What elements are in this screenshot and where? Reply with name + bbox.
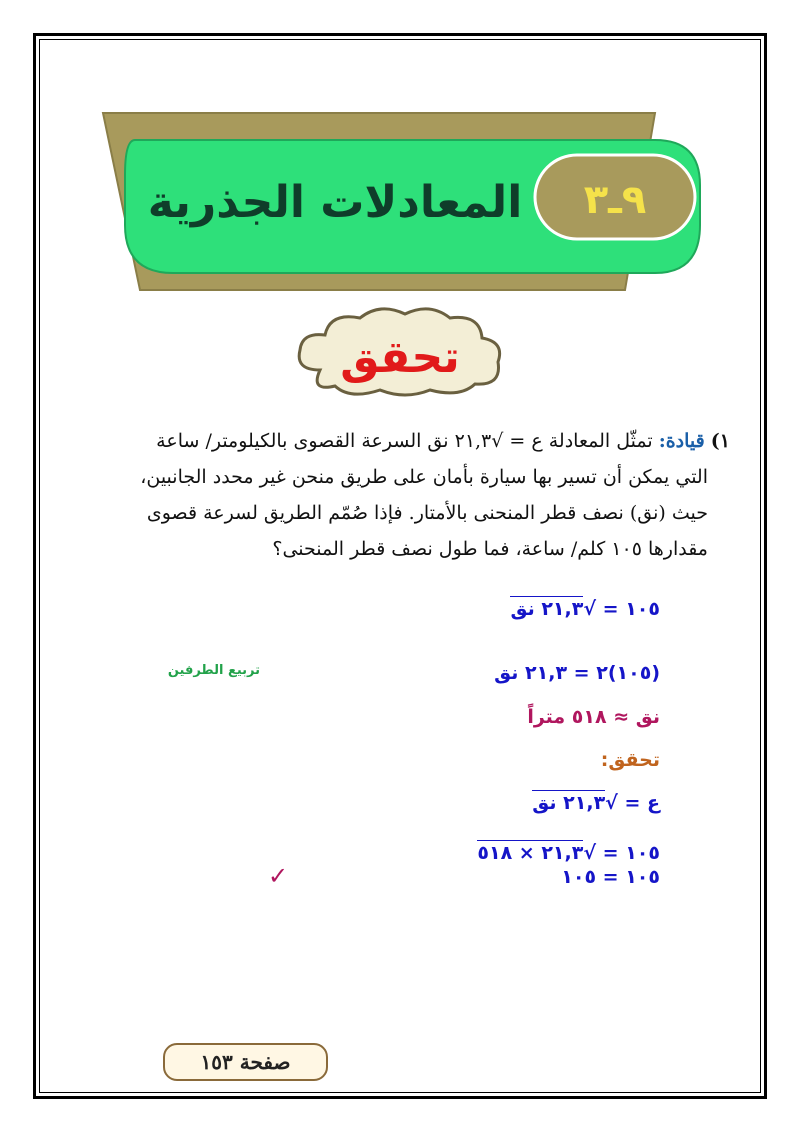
title-banner [95,105,715,305]
lesson-title: المعادلات الجذرية [147,177,523,228]
problem-number: ١) [710,430,730,452]
step1-radicand: ٢١,٣ نق [510,598,584,620]
problem-text-1: تمثّل المعادلة ع = √٢١,٣ نق السرعة القصوى بالكيلومتر/ ساعة [156,430,653,452]
problem-line-3: حيث (نق) نصف قطر المنحنى بالأمتار. فإذا صُمّم الطريق لسرعة قصوى [146,502,708,524]
verify-badge [290,300,510,400]
solution-step-2: (١٠٥)٢ = ٢١,٣ نق [494,662,660,684]
verify-badge-label: تحقق [340,332,460,383]
check1-lhs: ع = [624,792,660,814]
radical-sign: √ [583,598,597,620]
radical-sign: √ [583,842,597,864]
check1-radicand: ٢١,٣ نق [532,792,606,814]
lesson-number: ٩ـ٣ [583,177,647,223]
checkmark-icon: ✓ [268,862,289,890]
check-step-3: ١٠٥ = ١٠٥ [561,866,660,888]
page-number: صفحة ١٥٣ [200,1050,291,1074]
check-step-1 [532,792,660,814]
check2-lhs: ١٠٥ = [602,842,660,864]
radical-sign: √ [605,792,618,814]
problem-line-1 [70,423,730,459]
problem-label: قيادة: [658,430,705,452]
problem-line-2: التي يمكن أن تسير بها سيارة بأمان على طريق منحن غير محدد الجانبين، [140,466,708,488]
solution-step-1 [510,598,660,620]
check-label: تحقق: [600,749,660,771]
step1-lhs: ١٠٥ = [602,598,660,620]
problem-statement [70,423,730,567]
page-number-box [163,1043,328,1081]
check2-radicand: ٢١,٣ × ٥١٨ [477,842,584,864]
solution-answer: نق ≈ ٥١٨ متراً [527,706,660,728]
step-2-note: تربيع الطرفين [167,663,260,678]
problem-line-4: مقدارها ١٠٥ كلم/ ساعة، فما طول نصف قطر المنحنى؟ [272,538,708,560]
check-step-2 [477,842,660,864]
